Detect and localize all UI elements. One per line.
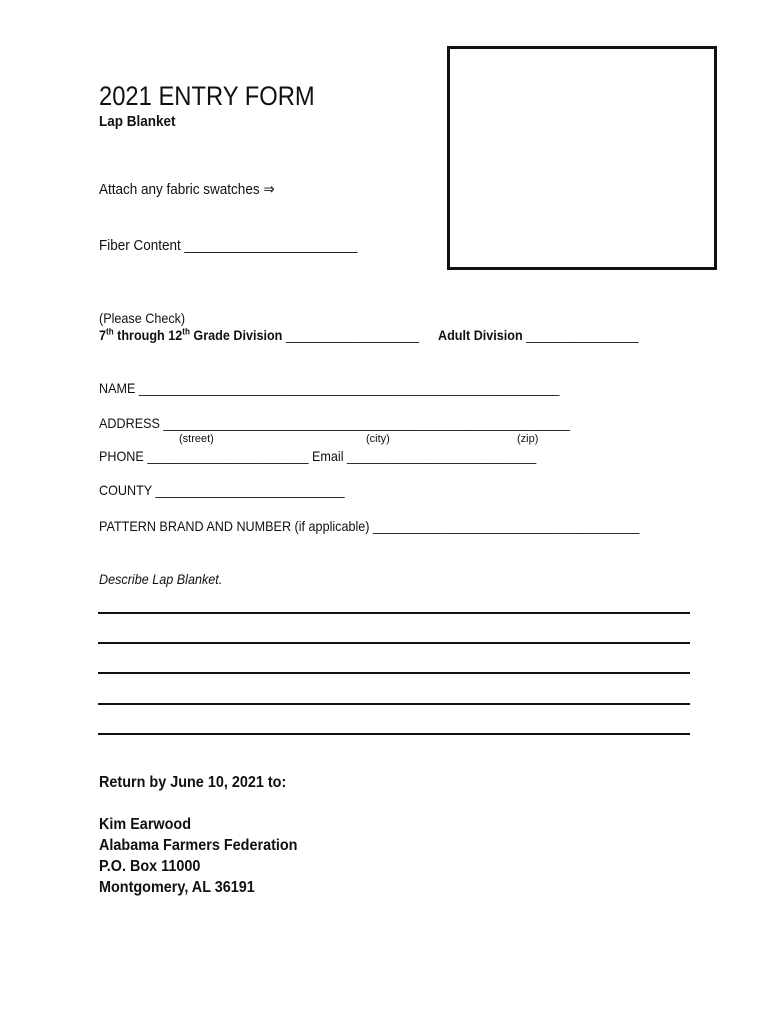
return-name: Kim Earwood: [99, 816, 192, 833]
name-field[interactable]: ____________________________________________________________: [138, 380, 560, 396]
page-subtitle: Lap Blanket: [99, 113, 176, 130]
describe-line-1[interactable]: [98, 612, 690, 614]
grade-division-check-field[interactable]: ___________________: [285, 327, 420, 343]
county-field[interactable]: ___________________________: [155, 482, 345, 498]
city-hint: (city): [366, 433, 390, 445]
phone-label: PHONE: [99, 448, 144, 464]
fiber-content-label: Fiber Content: [99, 237, 181, 254]
pattern-field[interactable]: ______________________________________: [372, 518, 640, 534]
grade-division-label: 7th through 12th Grade Division: [99, 326, 283, 343]
please-check-label: (Please Check): [99, 310, 186, 326]
return-organization: Alabama Farmers Federation: [99, 837, 298, 854]
county-row: [99, 481, 372, 499]
adult-division-check-field[interactable]: ________________: [526, 327, 639, 343]
name-row: [99, 379, 611, 397]
address-row: [99, 414, 622, 432]
street-hint: (street): [179, 433, 214, 445]
email-label: Email: [312, 448, 344, 464]
adult-division-row: [438, 326, 661, 344]
address-label: ADDRESS: [99, 415, 160, 431]
page-title: 2021 ENTRY FORM: [99, 81, 315, 111]
return-city: Montgomery, AL 36191: [99, 879, 255, 896]
return-po-box: P.O. Box 11000: [99, 858, 201, 875]
name-label: NAME: [99, 380, 136, 396]
describe-label: Describe Lap Blanket.: [99, 571, 223, 587]
phone-field[interactable]: _______________________: [147, 448, 309, 464]
fabric-swatch-box: [447, 46, 717, 270]
grade-division-row: [99, 326, 455, 344]
return-heading: Return by June 10, 2021 to:: [99, 774, 287, 791]
describe-line-5[interactable]: [98, 733, 690, 735]
pattern-label: PATTERN BRAND AND NUMBER (if applicable): [99, 518, 370, 534]
phone-email-row: [99, 447, 585, 465]
describe-line-3[interactable]: [98, 672, 690, 674]
address-field[interactable]: __________________________________________________________: [163, 415, 570, 431]
zip-hint: (zip): [517, 433, 539, 445]
fiber-content-field[interactable]: _______________________: [184, 237, 358, 254]
pattern-row: [99, 517, 699, 535]
fiber-content-row: [99, 237, 386, 255]
adult-division-label: Adult Division: [438, 327, 523, 343]
county-label: COUNTY: [99, 482, 152, 498]
swatch-instruction: Attach any fabric swatches ⇒: [99, 181, 275, 198]
describe-line-4[interactable]: [98, 703, 690, 705]
describe-line-2[interactable]: [98, 642, 690, 644]
email-field[interactable]: ___________________________: [347, 448, 537, 464]
